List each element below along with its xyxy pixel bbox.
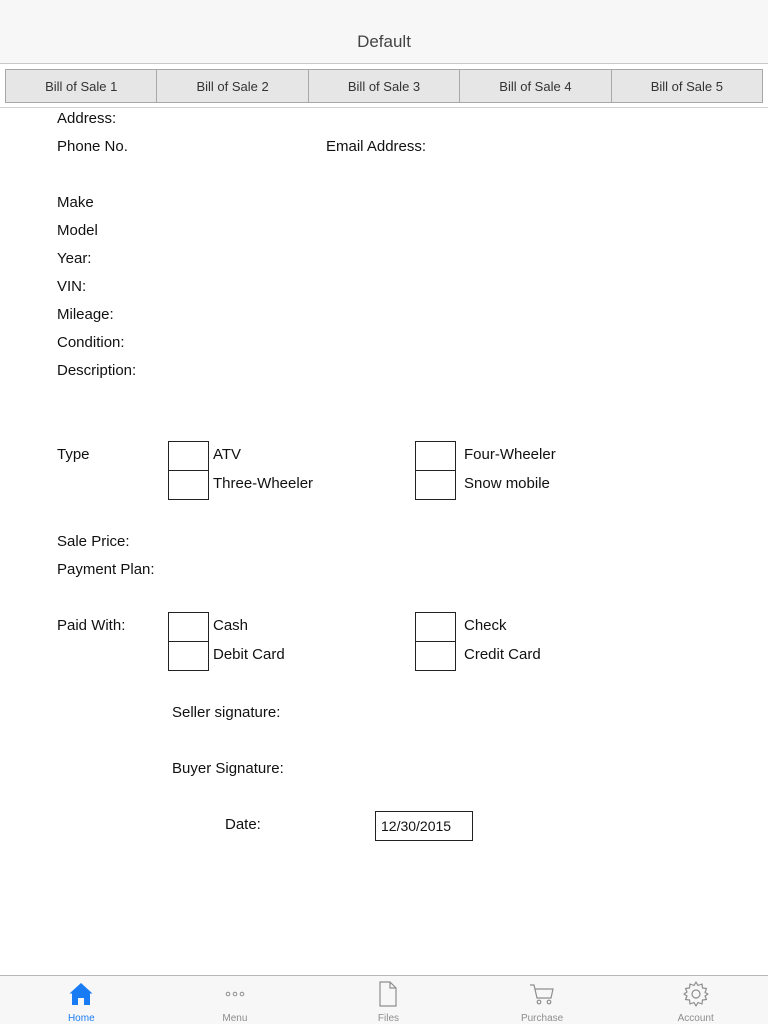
buyer-signature-label: Buyer Signature:	[172, 760, 284, 777]
tab-bill-of-sale-1[interactable]: Bill of Sale 1	[5, 69, 157, 103]
page-title: Default	[357, 32, 411, 51]
bottom-tab-bar	[0, 975, 768, 1024]
paid-with-label: Paid With:	[57, 617, 126, 634]
bill-of-sale-tabs	[5, 69, 763, 103]
date-field[interactable]	[375, 811, 473, 841]
sale-price-label: Sale Price:	[57, 533, 130, 550]
home-icon	[66, 979, 96, 1009]
cash-checkbox[interactable]	[168, 612, 209, 642]
model-label: Model	[57, 222, 98, 239]
mileage-label: Mileage:	[57, 306, 114, 323]
credit-card-label: Credit Card	[464, 646, 541, 663]
type-label: Type	[57, 446, 90, 463]
snow-mobile-label: Snow mobile	[464, 475, 550, 492]
file-icon	[373, 979, 403, 1009]
tabbar-label-menu: Menu	[222, 1013, 248, 1024]
vin-label: VIN:	[57, 278, 87, 295]
debit-card-checkbox[interactable]	[168, 641, 209, 671]
atv-checkbox[interactable]	[168, 441, 209, 471]
cart-icon	[527, 979, 557, 1009]
seller-signature-label: Seller signature:	[172, 704, 281, 721]
four-wheeler-checkbox[interactable]	[415, 441, 456, 471]
payment-plan-label: Payment Plan:	[57, 561, 155, 578]
divider	[0, 107, 768, 108]
address-label: Address:	[57, 110, 117, 127]
tabbar-item-menu[interactable]	[163, 976, 308, 1024]
tabbar-label-purchase: Purchase	[520, 1013, 564, 1024]
make-label: Make	[57, 194, 94, 211]
more-icon	[220, 979, 250, 1009]
credit-card-checkbox[interactable]	[415, 641, 456, 671]
date-label: Date:	[225, 816, 261, 833]
tabbar-item-account[interactable]	[623, 976, 768, 1024]
tab-bill-of-sale-4[interactable]: Bill of Sale 4	[459, 69, 611, 103]
tab-bill-of-sale-5[interactable]: Bill of Sale 5	[611, 69, 763, 103]
condition-label: Condition:	[57, 334, 125, 351]
tabbar-label-account: Account	[677, 1013, 714, 1024]
three-wheeler-checkbox[interactable]	[168, 470, 209, 500]
tabbar-label-files: Files	[377, 1013, 400, 1024]
tabbar-item-files[interactable]	[316, 976, 461, 1024]
cash-label: Cash	[213, 617, 249, 634]
navigation-bar	[0, 0, 768, 64]
tab-bill-of-sale-3[interactable]: Bill of Sale 3	[308, 69, 460, 103]
phone-label: Phone No.	[57, 138, 128, 155]
tab-bill-of-sale-2[interactable]: Bill of Sale 2	[156, 69, 308, 103]
three-wheeler-label: Three-Wheeler	[213, 475, 314, 492]
email-label: Email Address:	[326, 138, 427, 155]
gear-icon	[681, 979, 711, 1009]
check-checkbox[interactable]	[415, 612, 456, 642]
check-label: Check	[464, 617, 507, 634]
snow-mobile-checkbox[interactable]	[415, 470, 456, 500]
four-wheeler-label: Four-Wheeler	[464, 446, 556, 463]
tabbar-label-home: Home	[67, 1013, 95, 1024]
tabbar-item-home[interactable]	[9, 976, 154, 1024]
year-label: Year:	[57, 250, 92, 267]
description-label: Description:	[57, 362, 137, 379]
atv-label: ATV	[213, 446, 242, 463]
tabbar-item-purchase[interactable]	[470, 976, 615, 1024]
debit-card-label: Debit Card	[213, 646, 285, 663]
